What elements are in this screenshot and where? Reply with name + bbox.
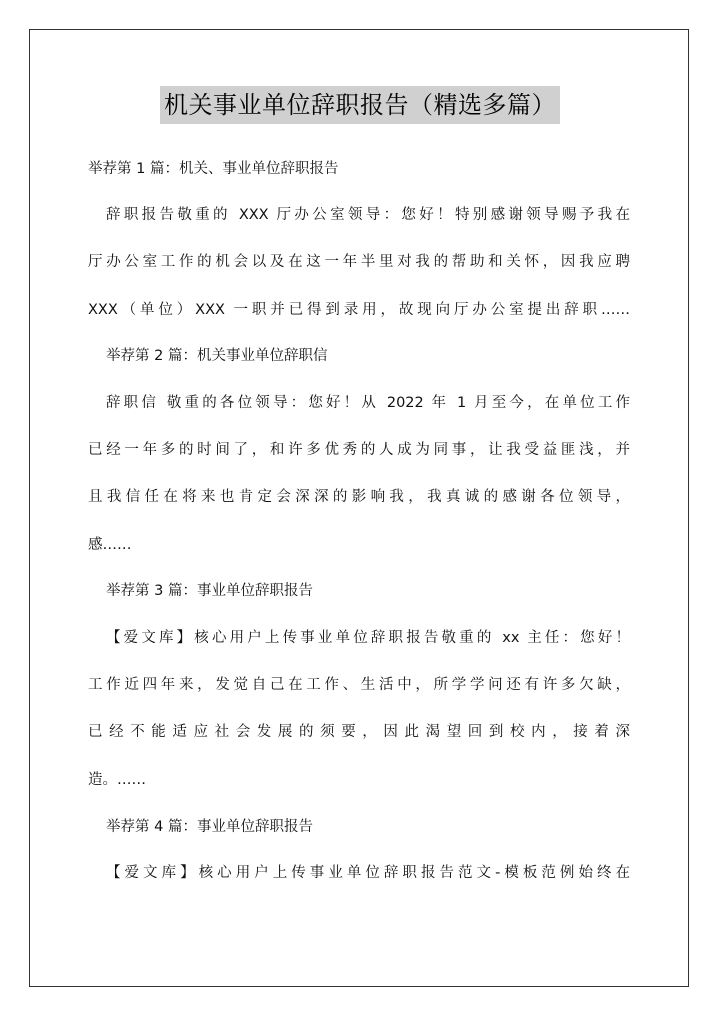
- paragraph-3-line-3: 已经不能适应社会发展的须要，因此渴望回到校内，接着深: [88, 724, 630, 740]
- paragraph-2-line-4: 感……: [88, 537, 132, 553]
- paragraph-2-line-2: 已经一年多的时间了，和许多优秀的人成为同事，让我受益匪浅，并: [88, 442, 630, 458]
- paragraph-3-line-2: 工作近四年来，发觉自己在工作、生活中，所学学问还有许多欠缺，: [88, 677, 630, 693]
- paragraph-3-line-1: 【爱文库】核心用户上传事业单位辞职报告敬重的 xx 主任：您好！: [106, 630, 630, 646]
- paragraph-1-line-1: 辞职报告敬重的 XXX 厅办公室领导：您好！特别感谢领导赐予我在: [106, 207, 630, 223]
- document-title: 机关事业单位辞职报告（精选多篇）: [160, 86, 560, 124]
- section-heading-1: 举荐第 1 篇：机关、事业单位辞职报告: [88, 161, 339, 177]
- paragraph-1-line-3: XXX（单位）XXX 一职并已得到录用，故现向厅办公室提出辞职……: [88, 302, 630, 318]
- paragraph-1-line-2: 厅办公室工作的机会以及在这一年半里对我的帮助和关怀，因我应聘: [88, 254, 630, 270]
- paragraph-4-line-1: 【爱文库】核心用户上传事业单位辞职报告范文-模板范例始终在: [106, 865, 630, 881]
- section-heading-3: 举荐第 3 篇：事业单位辞职报告: [106, 583, 313, 599]
- paragraph-2-line-1: 辞职信 敬重的各位领导：您好！从 2022 年 1 月至今，在单位工作: [106, 395, 630, 411]
- section-heading-2: 举荐第 2 篇：机关事业单位辞职信: [106, 348, 328, 364]
- paragraph-3-line-4: 造。……: [88, 772, 146, 788]
- title-container: [0, 86, 720, 124]
- paragraph-2-line-3: 且我信任在将来也肯定会深深的影响我，我真诚的感谢各位领导，: [88, 489, 630, 505]
- section-heading-4: 举荐第 4 篇：事业单位辞职报告: [106, 819, 313, 835]
